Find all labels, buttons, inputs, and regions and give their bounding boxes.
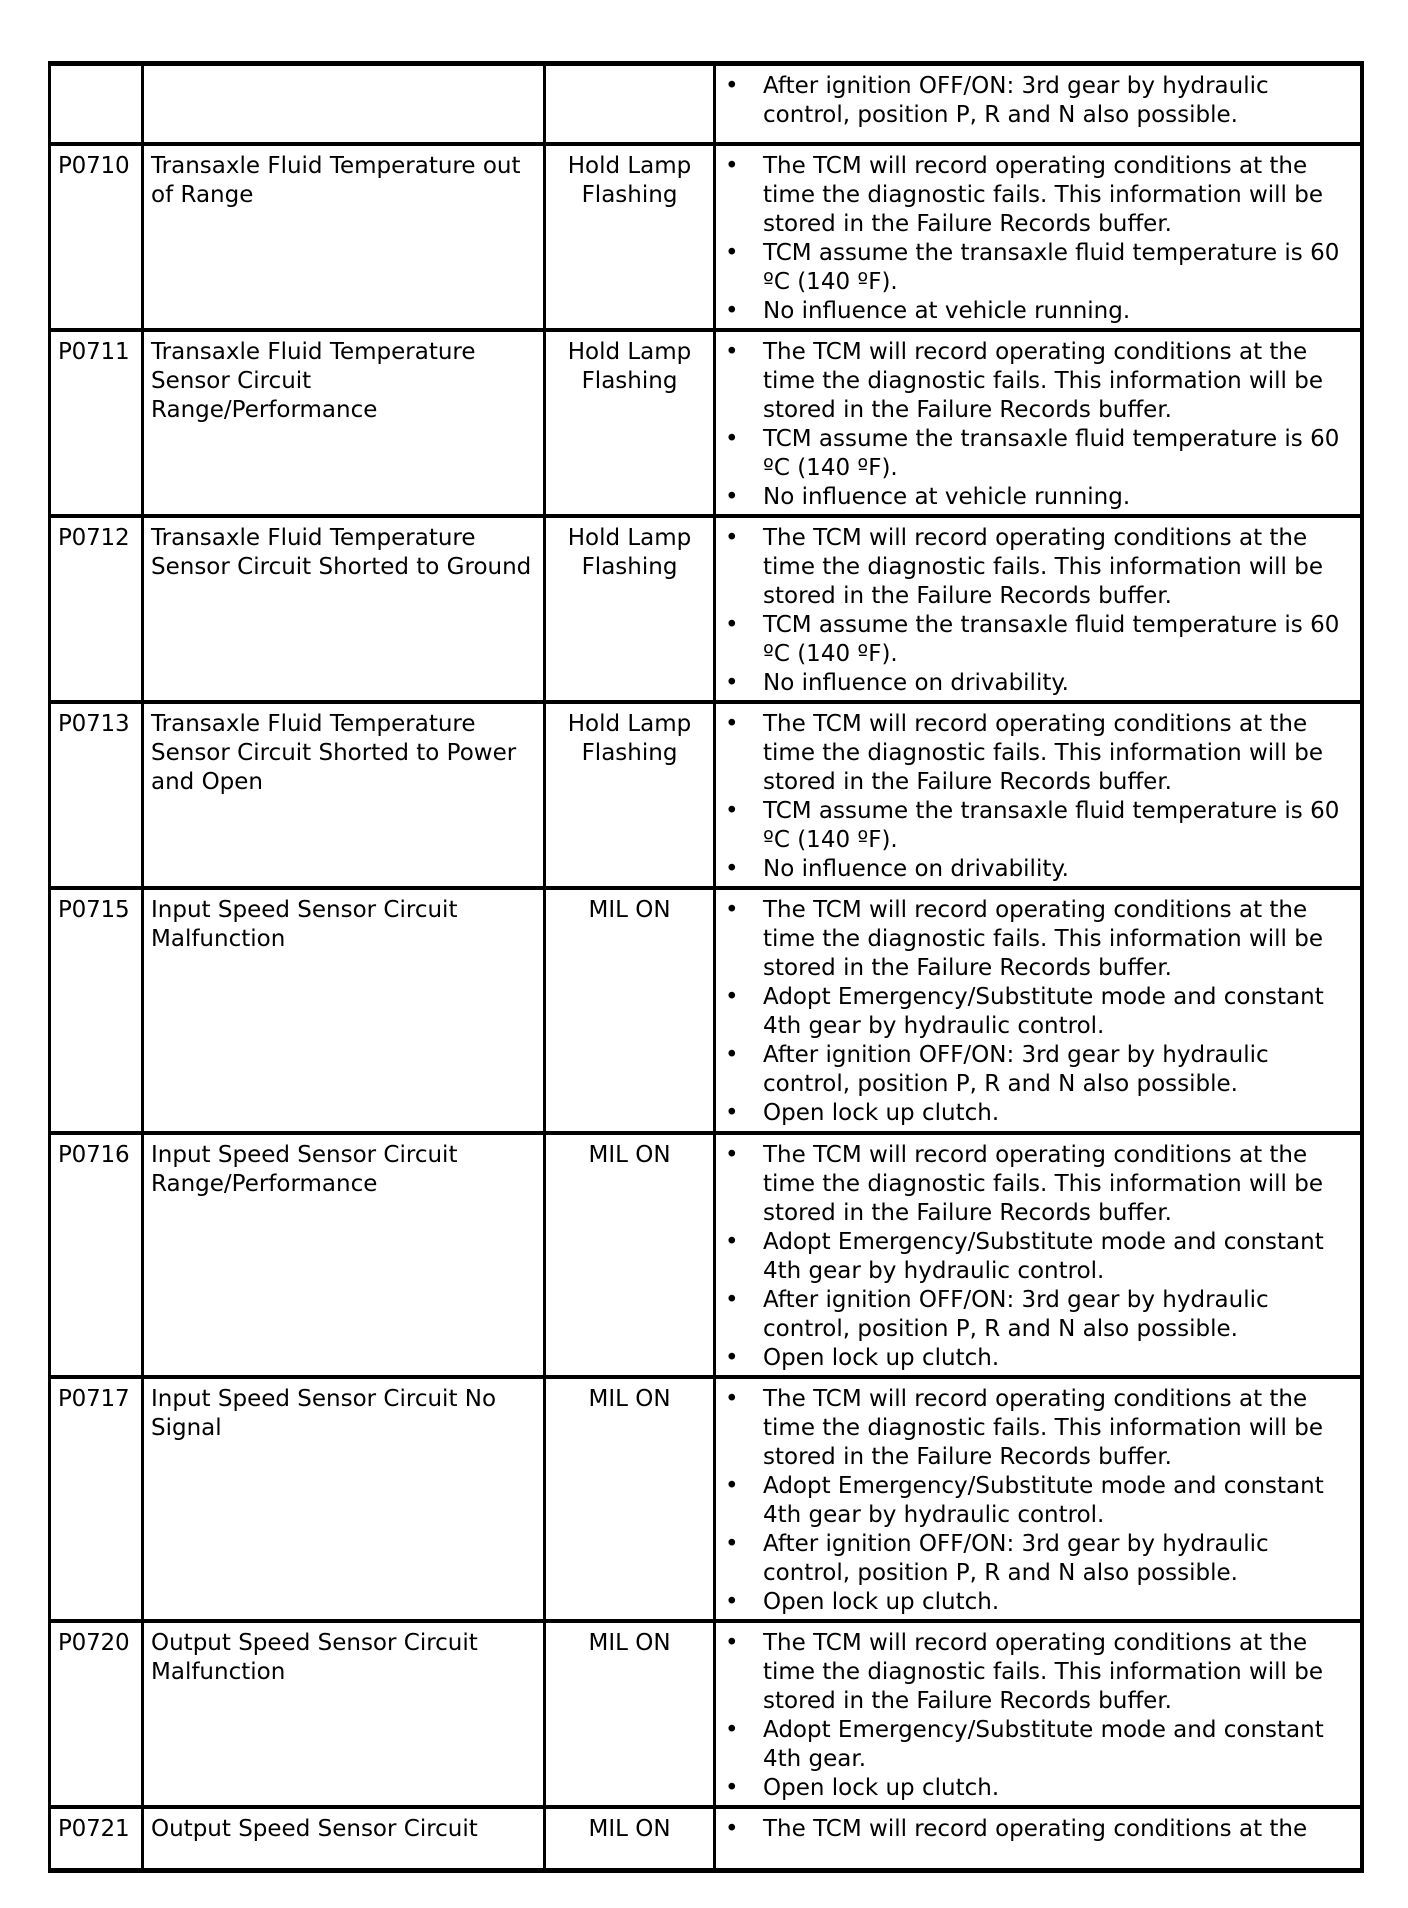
- failsafe-bullet-text: • Open lock up clutch.: [763, 1344, 1000, 1371]
- failsafe-bullet-item: [723, 1099, 1353, 1128]
- failsafe-bullet-text: • No influence on drivability.: [763, 669, 1069, 696]
- failsafe-bullet-list: [723, 896, 1353, 1128]
- failsafe-bullet-item: [723, 152, 1353, 239]
- dtc-description-cell: Transaxle Fluid Temperature out of Range: [143, 144, 545, 330]
- failsafe-bullet-item: [723, 1530, 1353, 1588]
- mil-status-cell: Hold Lamp Flashing: [545, 702, 715, 888]
- mil-status-cell: MIL ON: [545, 1807, 715, 1871]
- failsafe-action-cell: [715, 1807, 1362, 1871]
- failsafe-bullet-item: [723, 1815, 1353, 1844]
- table-row: [50, 144, 1362, 330]
- failsafe-bullet-text: • After ignition OFF/ON: 3rd gear by hydraulic control, position P, R and N also possible.: [763, 1286, 1269, 1342]
- failsafe-action-cell: [715, 144, 1362, 330]
- dtc-code-cell: P0715: [50, 888, 143, 1133]
- failsafe-bullet-text: • TCM assume the transaxle fluid temperature is 60 ºC (140 ºF).: [763, 239, 1340, 295]
- failsafe-bullet-text: • No influence at vehicle running.: [763, 297, 1131, 324]
- failsafe-bullet-item: [723, 896, 1353, 983]
- dtc-description-cell: Input Speed Sensor Circuit Malfunction: [143, 888, 545, 1133]
- table-row: [50, 330, 1362, 516]
- table-row: [50, 888, 1362, 1133]
- failsafe-bullet-item: [723, 239, 1353, 297]
- dtc-table: [48, 61, 1364, 1873]
- mil-status-cell: Hold Lamp Flashing: [545, 144, 715, 330]
- failsafe-bullet-text: • TCM assume the transaxle fluid temperature is 60 ºC (140 ºF).: [763, 425, 1340, 481]
- failsafe-action-cell: [715, 888, 1362, 1133]
- failsafe-bullet-list: [723, 1815, 1353, 1844]
- failsafe-bullet-text: • TCM assume the transaxle fluid temperature is 60 ºC (140 ºF).: [763, 797, 1340, 853]
- dtc-code-cell: [50, 64, 143, 144]
- failsafe-action-cell: [715, 64, 1362, 144]
- failsafe-bullet-item: [723, 611, 1353, 669]
- failsafe-bullet-item: [723, 1286, 1353, 1344]
- failsafe-bullet-list: [723, 338, 1353, 512]
- failsafe-action-cell: [715, 516, 1362, 702]
- dtc-description-cell: Output Speed Sensor Circuit: [143, 1807, 545, 1871]
- failsafe-bullet-item: [723, 1629, 1353, 1716]
- dtc-code-cell: P0717: [50, 1377, 143, 1621]
- failsafe-bullet-item: [723, 297, 1353, 326]
- dtc-description-cell: Input Speed Sensor Circuit No Signal: [143, 1377, 545, 1621]
- failsafe-bullet-list: [723, 710, 1353, 884]
- failsafe-bullet-item: [723, 72, 1353, 130]
- table-row: [50, 1807, 1362, 1871]
- failsafe-bullet-item: [723, 338, 1353, 425]
- failsafe-bullet-list: [723, 524, 1353, 698]
- failsafe-action-cell: [715, 702, 1362, 888]
- failsafe-bullet-text: • After ignition OFF/ON: 3rd gear by hydraulic control, position P, R and N also possible.: [763, 1041, 1269, 1097]
- failsafe-bullet-text: • Adopt Emergency/Substitute mode and constant 4th gear by hydraulic control.: [763, 1472, 1324, 1528]
- failsafe-bullet-item: [723, 1774, 1353, 1803]
- failsafe-bullet-text: • The TCM will record operating conditions at the time the diagnostic fails. This information will be stored in the Failure Records buffer.: [763, 1141, 1323, 1226]
- failsafe-bullet-item: [723, 855, 1353, 884]
- failsafe-bullet-item: [723, 1041, 1353, 1099]
- failsafe-action-cell: [715, 1133, 1362, 1377]
- failsafe-bullet-text: • Adopt Emergency/Substitute mode and constant 4th gear.: [763, 1716, 1324, 1772]
- failsafe-bullet-item: [723, 1472, 1353, 1530]
- table-row: [50, 1621, 1362, 1807]
- dtc-description-cell: Transaxle Fluid Temperature Sensor Circuit Range/Performance: [143, 330, 545, 516]
- failsafe-bullet-text: • The TCM will record operating conditions at the time the diagnostic fails. This information will be stored in the Failure Records buffer.: [763, 896, 1323, 981]
- mil-status-cell: Hold Lamp Flashing: [545, 330, 715, 516]
- failsafe-bullet-item: [723, 1385, 1353, 1472]
- mil-status-cell: MIL ON: [545, 1621, 715, 1807]
- table-row: [50, 516, 1362, 702]
- failsafe-bullet-list: [723, 1385, 1353, 1617]
- dtc-description-cell: [143, 64, 545, 144]
- failsafe-bullet-item: [723, 1588, 1353, 1617]
- failsafe-action-cell: [715, 330, 1362, 516]
- failsafe-bullet-item: [723, 797, 1353, 855]
- failsafe-bullet-item: [723, 710, 1353, 797]
- failsafe-bullet-item: [723, 1716, 1353, 1774]
- table-row: [50, 1133, 1362, 1377]
- dtc-code-cell: P0711: [50, 330, 143, 516]
- failsafe-bullet-text: • Open lock up clutch.: [763, 1588, 1000, 1615]
- failsafe-bullet-text: • Adopt Emergency/Substitute mode and constant 4th gear by hydraulic control.: [763, 983, 1324, 1039]
- failsafe-bullet-item: [723, 483, 1353, 512]
- failsafe-bullet-text: • Adopt Emergency/Substitute mode and constant 4th gear by hydraulic control.: [763, 1228, 1324, 1284]
- failsafe-bullet-item: [723, 1141, 1353, 1228]
- mil-status-cell: MIL ON: [545, 1133, 715, 1377]
- mil-status-cell: Hold Lamp Flashing: [545, 516, 715, 702]
- failsafe-bullet-text: • The TCM will record operating conditions at the time the diagnostic fails. This information will be stored in the Failure Records buffer.: [763, 1385, 1323, 1470]
- dtc-description-cell: Output Speed Sensor Circuit Malfunction: [143, 1621, 545, 1807]
- failsafe-bullet-item: [723, 425, 1353, 483]
- failsafe-action-cell: [715, 1377, 1362, 1621]
- failsafe-bullet-text: • Open lock up clutch.: [763, 1774, 1000, 1801]
- dtc-description-cell: Transaxle Fluid Temperature Sensor Circuit Shorted to Ground: [143, 516, 545, 702]
- failsafe-bullet-list: [723, 72, 1353, 130]
- failsafe-bullet-item: [723, 983, 1353, 1041]
- failsafe-bullet-text: • After ignition OFF/ON: 3rd gear by hydraulic control, position P, R and N also possible.: [763, 1530, 1269, 1586]
- dtc-description-cell: Transaxle Fluid Temperature Sensor Circuit Shorted to Power and Open: [143, 702, 545, 888]
- failsafe-bullet-list: [723, 1141, 1353, 1373]
- failsafe-bullet-text: • The TCM will record operating conditions at the time the diagnostic fails. This information will be stored in the Failure Records buffer.: [763, 338, 1323, 423]
- failsafe-bullet-text: • The TCM will record operating conditions at the time the diagnostic fails. This information will be stored in the Failure Records buffer.: [763, 152, 1323, 237]
- failsafe-bullet-text: • No influence on drivability.: [763, 855, 1069, 882]
- failsafe-bullet-text: • TCM assume the transaxle fluid temperature is 60 ºC (140 ºF).: [763, 611, 1340, 667]
- dtc-table-body: [50, 64, 1362, 1871]
- failsafe-bullet-item: [723, 1344, 1353, 1373]
- table-row: [50, 1377, 1362, 1621]
- table-row: [50, 702, 1362, 888]
- failsafe-bullet-text: • The TCM will record operating conditions at the: [763, 1815, 1308, 1842]
- dtc-description-cell: Input Speed Sensor Circuit Range/Performance: [143, 1133, 545, 1377]
- dtc-code-cell: P0720: [50, 1621, 143, 1807]
- failsafe-bullet-list: [723, 152, 1353, 326]
- mil-status-cell: [545, 64, 715, 144]
- failsafe-bullet-text: • After ignition OFF/ON: 3rd gear by hydraulic control, position P, R and N also possible.: [763, 73, 1269, 128]
- failsafe-bullet-item: [723, 669, 1353, 698]
- failsafe-bullet-text: • No influence at vehicle running.: [763, 483, 1131, 510]
- mil-status-cell: MIL ON: [545, 888, 715, 1133]
- table-row: [50, 64, 1362, 144]
- failsafe-bullet-item: [723, 1228, 1353, 1286]
- mil-status-cell: MIL ON: [545, 1377, 715, 1621]
- failsafe-bullet-text: • The TCM will record operating conditions at the time the diagnostic fails. This information will be stored in the Failure Records buffer.: [763, 710, 1323, 795]
- failsafe-bullet-list: [723, 1629, 1353, 1803]
- failsafe-bullet-text: • The TCM will record operating conditions at the time the diagnostic fails. This information will be stored in the Failure Records buffer.: [763, 1629, 1323, 1714]
- failsafe-action-cell: [715, 1621, 1362, 1807]
- dtc-code-cell: P0716: [50, 1133, 143, 1377]
- dtc-code-cell: P0713: [50, 702, 143, 888]
- failsafe-bullet-text: • The TCM will record operating conditions at the time the diagnostic fails. This information will be stored in the Failure Records buffer.: [763, 524, 1323, 609]
- failsafe-bullet-item: [723, 524, 1353, 611]
- failsafe-bullet-text: • Open lock up clutch.: [763, 1099, 1000, 1126]
- dtc-code-cell: P0712: [50, 516, 143, 702]
- dtc-code-cell: P0721: [50, 1807, 143, 1871]
- dtc-code-cell: P0710: [50, 144, 143, 330]
